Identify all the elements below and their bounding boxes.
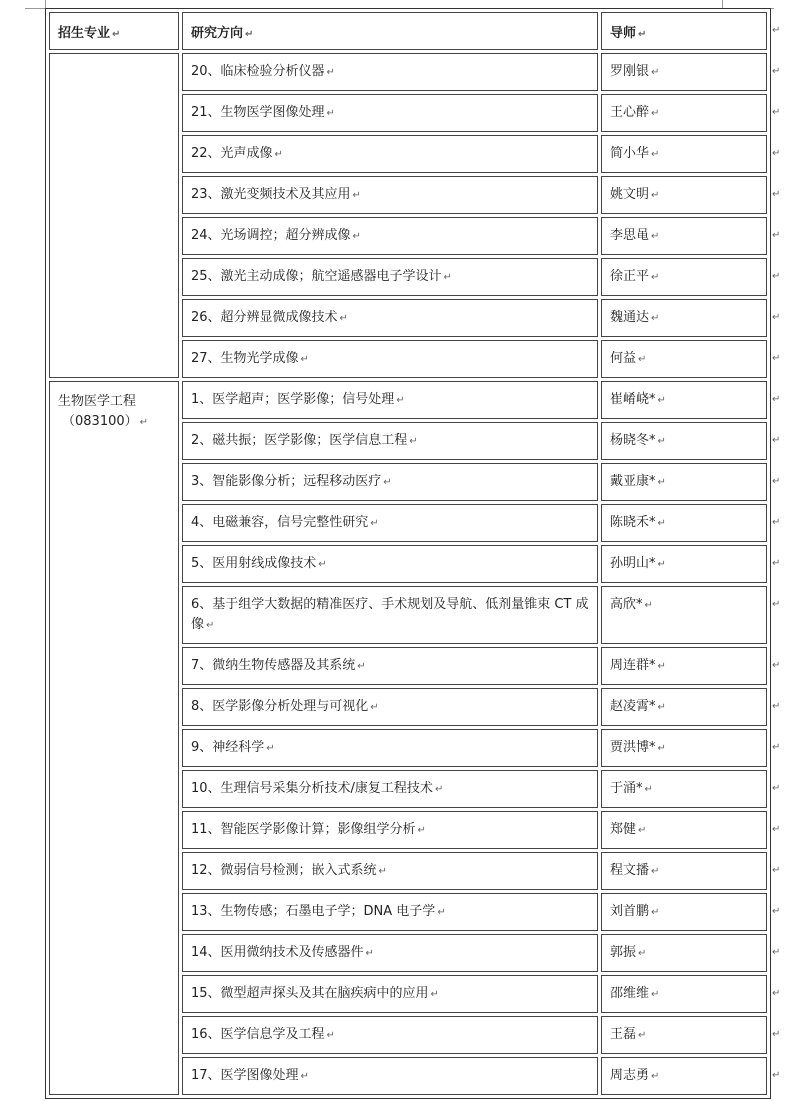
row-end-mark: ↵ bbox=[772, 25, 781, 36]
direction-cell: 5、医用射线成像技术 ↵ bbox=[182, 545, 598, 583]
advisor-cell: 邵维维 ↵ bbox=[601, 975, 767, 1013]
advisor-cell: 戴亚康* ↵ bbox=[601, 463, 767, 501]
direction-cell: 4、电磁兼容，信号完整性研究 ↵ bbox=[182, 504, 598, 542]
direction-cell: 7、微纳生物传感器及其系统 ↵ bbox=[182, 647, 598, 685]
advisor-cell: 刘首鹏 ↵ bbox=[601, 893, 767, 931]
row-end-mark: ↵ bbox=[772, 906, 781, 917]
advisor-cell: 徐正平 ↵ bbox=[601, 258, 767, 296]
enrollment-table bbox=[45, 8, 771, 1099]
advisor-cell: 魏通达 ↵ bbox=[601, 299, 767, 337]
direction-cell: 26、超分辨显微成像技术 ↵ bbox=[182, 299, 598, 337]
row-end-mark: ↵ bbox=[772, 988, 781, 999]
table-row bbox=[49, 381, 767, 419]
direction-cell: 25、激光主动成像；航空遥感器电子学设计 ↵ bbox=[182, 258, 598, 296]
advisor-cell: 周志勇 ↵ bbox=[601, 1057, 767, 1095]
row-end-mark: ↵ bbox=[772, 107, 781, 118]
row-end-mark: ↵ bbox=[772, 783, 781, 794]
row-end-mark: ↵ bbox=[772, 148, 781, 159]
row-end-mark: ↵ bbox=[772, 271, 781, 282]
header-major: 招生专业 ↵ bbox=[49, 12, 179, 50]
table-body bbox=[49, 53, 767, 1095]
direction-cell: 1、医学超声；医学影像；信号处理 ↵ bbox=[182, 381, 598, 419]
direction-cell: 8、医学影像分析处理与可视化 ↵ bbox=[182, 688, 598, 726]
row-end-mark: ↵ bbox=[772, 394, 781, 405]
advisor-cell: 崔崤峣* ↵ bbox=[601, 381, 767, 419]
table-row bbox=[49, 53, 767, 91]
advisor-cell: 陈晓禾* ↵ bbox=[601, 504, 767, 542]
row-end-mark: ↵ bbox=[772, 660, 781, 671]
advisor-cell: 高欣* ↵ bbox=[601, 586, 767, 644]
row-end-mark: ↵ bbox=[772, 476, 781, 487]
direction-cell: 23、激光变频技术及其应用 ↵ bbox=[182, 176, 598, 214]
advisor-cell: 程文播 ↵ bbox=[601, 852, 767, 890]
row-end-mark: ↵ bbox=[772, 353, 781, 364]
direction-cell: 2、磁共振；医学影像；医学信息工程 ↵ bbox=[182, 422, 598, 460]
advisor-cell: 于涌* ↵ bbox=[601, 770, 767, 808]
major-cell-continued bbox=[49, 53, 179, 378]
row-end-mark: ↵ bbox=[772, 947, 781, 958]
direction-cell: 21、生物医学图像处理 ↵ bbox=[182, 94, 598, 132]
direction-cell: 10、生理信号采集分析技术/康复工程技术 ↵ bbox=[182, 770, 598, 808]
advisor-cell: 杨晓冬* ↵ bbox=[601, 422, 767, 460]
major-name: 生物医学工程 bbox=[58, 394, 137, 409]
direction-cell: 15、微型超声探头及其在脑疾病中的应用 ↵ bbox=[182, 975, 598, 1013]
row-end-mark: ↵ bbox=[772, 189, 781, 200]
advisor-cell: 王磊 ↵ bbox=[601, 1016, 767, 1054]
direction-cell: 3、智能影像分析；远程移动医疗 ↵ bbox=[182, 463, 598, 501]
header-advisor: 导师 ↵ bbox=[601, 12, 767, 50]
advisor-cell: 郑健 ↵ bbox=[601, 811, 767, 849]
advisor-cell: 何益 ↵ bbox=[601, 340, 767, 378]
advisor-cell: 李思黾 ↵ bbox=[601, 217, 767, 255]
row-end-mark: ↵ bbox=[772, 599, 781, 610]
advisor-cell: 姚文明 ↵ bbox=[601, 176, 767, 214]
direction-cell: 24、光场调控；超分辨成像 ↵ bbox=[182, 217, 598, 255]
row-end-mark: ↵ bbox=[772, 517, 781, 528]
row-end-mark: ↵ bbox=[772, 435, 781, 446]
advisor-cell: 罗刚银 ↵ bbox=[601, 53, 767, 91]
advisor-cell: 简小华 ↵ bbox=[601, 135, 767, 173]
direction-cell: 9、神经科学 ↵ bbox=[182, 729, 598, 767]
page-top-rule-left bbox=[25, 8, 45, 9]
advisor-cell: 孙明山* ↵ bbox=[601, 545, 767, 583]
row-end-mark: ↵ bbox=[772, 701, 781, 712]
row-end-mark: ↵ bbox=[772, 1029, 781, 1040]
direction-cell: 13、生物传感；石墨电子学；DNA 电子学 ↵ bbox=[182, 893, 598, 931]
direction-cell: 22、光声成像 ↵ bbox=[182, 135, 598, 173]
row-end-mark: ↵ bbox=[772, 312, 781, 323]
direction-cell: 12、微弱信号检测；嵌入式系统 ↵ bbox=[182, 852, 598, 890]
advisor-cell: 赵凌霄* ↵ bbox=[601, 688, 767, 726]
major-code: （083100） ↵ bbox=[62, 414, 149, 429]
direction-cell: 20、临床检验分析仪器 ↵ bbox=[182, 53, 598, 91]
advisor-cell: 贾洪博* ↵ bbox=[601, 729, 767, 767]
row-end-mark: ↵ bbox=[772, 742, 781, 753]
direction-cell: 11、智能医学影像计算；影像组学分析 ↵ bbox=[182, 811, 598, 849]
table-header-row bbox=[49, 12, 767, 50]
row-end-mark: ↵ bbox=[772, 865, 781, 876]
header-direction: 研究方向 ↵ bbox=[182, 12, 598, 50]
row-end-mark: ↵ bbox=[772, 824, 781, 835]
advisor-cell: 周连群* ↵ bbox=[601, 647, 767, 685]
row-end-mark: ↵ bbox=[772, 66, 781, 77]
major-cell bbox=[49, 381, 179, 1095]
advisor-cell: 王心醉 ↵ bbox=[601, 94, 767, 132]
direction-cell: 6、基于组学大数据的精准医疗、手术规划及导航、低剂量锥束 CT 成像 ↵ bbox=[182, 586, 598, 644]
direction-cell: 17、医学图像处理 ↵ bbox=[182, 1057, 598, 1095]
row-end-mark: ↵ bbox=[772, 1070, 781, 1081]
direction-cell: 14、医用微纳技术及传感器件 ↵ bbox=[182, 934, 598, 972]
direction-cell: 27、生物光学成像 ↵ bbox=[182, 340, 598, 378]
direction-cell: 16、医学信息学及工程 ↵ bbox=[182, 1016, 598, 1054]
advisor-cell: 郭振 ↵ bbox=[601, 934, 767, 972]
row-end-mark: ↵ bbox=[772, 230, 781, 241]
row-end-mark: ↵ bbox=[772, 558, 781, 569]
